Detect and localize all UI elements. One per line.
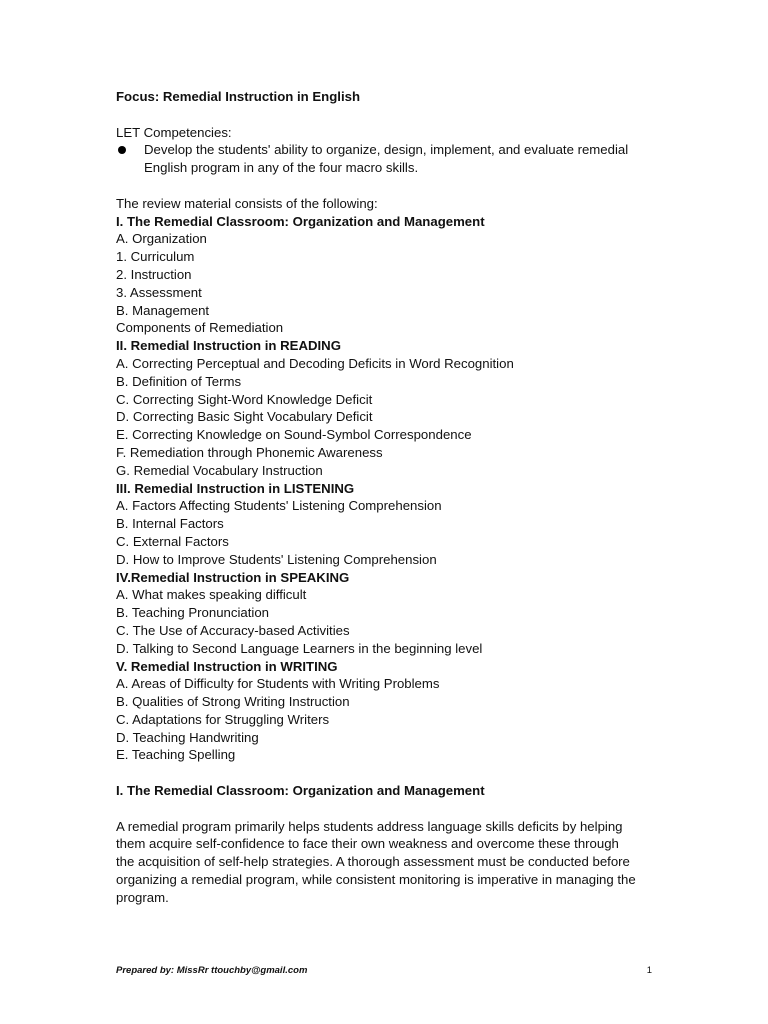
body-section-heading: I. The Remedial Classroom: Organization and Management: [116, 783, 485, 799]
bullet-dot-icon: [118, 146, 126, 154]
list-item: C. The Use of Accuracy-based Activities: [116, 622, 350, 638]
list-item: A. Organization: [116, 231, 207, 247]
list-item: A. What makes speaking difficult: [116, 587, 307, 603]
list-item: E. Correcting Knowledge on Sound-Symbol Correspondence: [116, 427, 472, 443]
list-item: Components of Remediation: [116, 320, 284, 336]
competencies-heading: LET Competencies:: [116, 124, 232, 140]
competency-text: Develop the students' ability to organize, design, implement, and evaluate remedial English program in any of the four macro skills.: [144, 142, 629, 176]
page-number: 1: [646, 965, 652, 976]
list-item: G. Remedial Vocabulary Instruction: [116, 462, 323, 478]
prepared-by: Prepared by: MissRr ttouchby@gmail.com: [116, 965, 308, 976]
body-paragraph: A remedial program primarily helps students address language skills deficits by helping them acquire self-confidence to face their own weakness and overcome these through the acquisition of self-help strategies. A thorough assessment must be conducted before organizing a remedial program, while consistent monitoring is imperative in managing the program.: [116, 818, 636, 905]
section-heading-speaking: IV.Remedial Instruction in SPEAKING: [116, 569, 350, 585]
list-item: B. Teaching Pronunciation: [116, 605, 269, 621]
list-item: D. Teaching Handwriting: [116, 729, 259, 745]
list-item: D. Talking to Second Language Learners in the beginning level: [116, 640, 483, 656]
section-heading-reading: II. Remedial Instruction in READING: [116, 338, 341, 354]
list-item: 1. Curriculum: [116, 249, 195, 265]
list-item: D. Correcting Basic Sight Vocabulary Deficit: [116, 409, 373, 425]
review-intro: The review material consists of the following:: [116, 195, 378, 211]
list-item: E. Teaching Spelling: [116, 747, 236, 763]
competency-bullet: [116, 141, 656, 177]
list-item: C. Correcting Sight-Word Knowledge Deficit: [116, 391, 373, 407]
list-item: 2. Instruction: [116, 266, 192, 282]
list-item: 3. Assessment: [116, 284, 202, 300]
list-item: B. Qualities of Strong Writing Instruction: [116, 694, 350, 710]
list-item: C. Adaptations for Struggling Writers: [116, 711, 330, 727]
list-item: A. Areas of Difficulty for Students with Writing Problems: [116, 676, 440, 692]
focus-title: Focus: Remedial Instruction in English: [116, 89, 360, 104]
list-item: B. Definition of Terms: [116, 373, 242, 389]
section-heading-writing: V. Remedial Instruction in WRITING: [116, 658, 338, 674]
list-item: A. Correcting Perceptual and Decoding Deficits in Word Recognition: [116, 355, 514, 371]
list-item: A. Factors Affecting Students' Listening Comprehension: [116, 498, 442, 514]
document-page: [116, 88, 656, 907]
list-item: D. How to Improve Students' Listening Comprehension: [116, 551, 437, 567]
section-heading-organization: I. The Remedial Classroom: Organization and Management: [116, 213, 485, 229]
page-footer: [116, 965, 652, 976]
list-item: B. Internal Factors: [116, 516, 224, 532]
section-heading-listening: III. Remedial Instruction in LISTENING: [116, 480, 355, 496]
list-item: B. Management: [116, 302, 210, 318]
list-item: F. Remediation through Phonemic Awareness: [116, 444, 383, 460]
list-item: C. External Factors: [116, 533, 229, 549]
